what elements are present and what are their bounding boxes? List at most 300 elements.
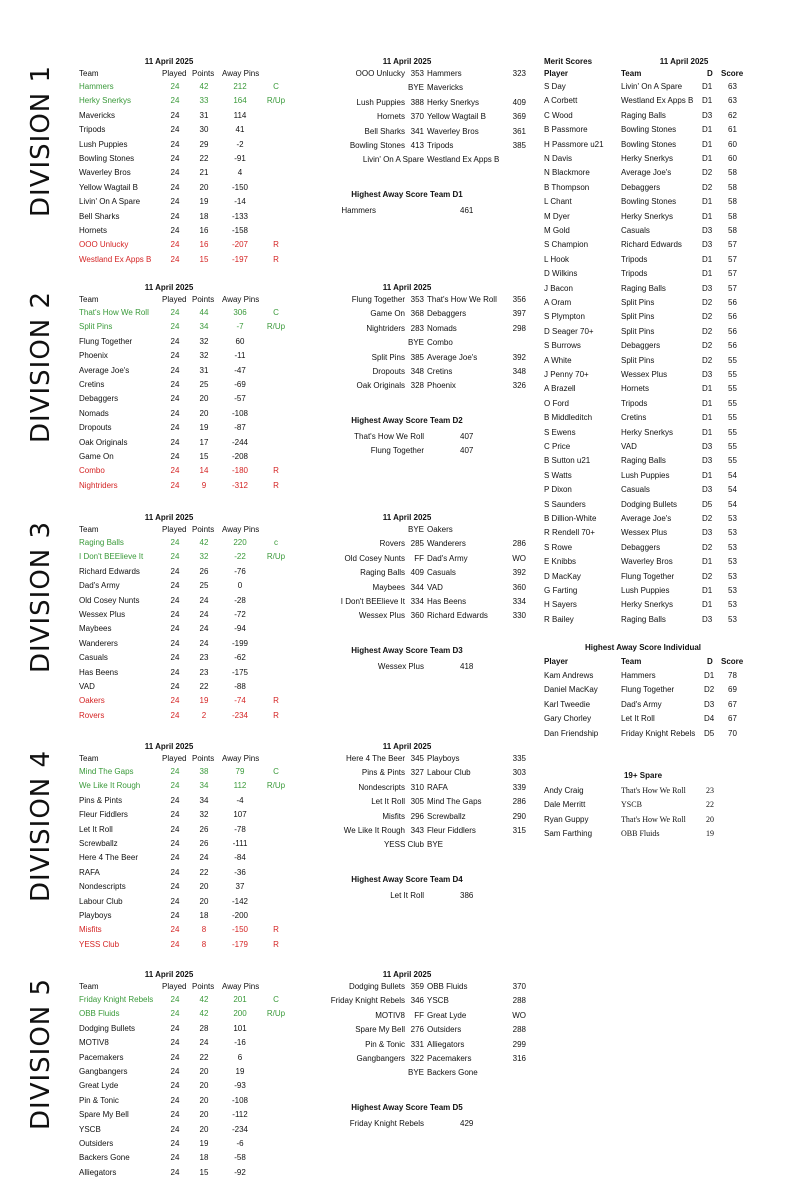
- team-name: OBB Fluids: [79, 1009, 120, 1019]
- team-name: Westland Ex Apps B: [79, 254, 152, 264]
- team-name: Tripods: [621, 254, 648, 264]
- team-name: Bowling Stones: [621, 139, 677, 149]
- player-name: S Day: [544, 82, 566, 91]
- team-name: Raging Balls: [621, 614, 666, 624]
- team-name: Lush Puppies: [79, 139, 128, 149]
- header-team: Team: [79, 525, 99, 534]
- highest-away-score: 386: [460, 890, 474, 900]
- points-value: 31: [199, 110, 209, 120]
- player-name: R Rendell 70+: [544, 528, 595, 538]
- home-team: OOO Unlucky: [355, 69, 405, 78]
- played-value: 24: [170, 168, 180, 178]
- home-team: Lush Puppies: [356, 97, 405, 107]
- highest-away-score: 429: [460, 1118, 474, 1128]
- team-name: Richard Edwards: [79, 566, 140, 576]
- team-name: Casuals: [621, 226, 650, 235]
- division-label: DIVISION 2: [26, 290, 56, 443]
- status-note: R/Up: [266, 96, 286, 106]
- highest-away-title: Highest Away Score Team D2: [351, 415, 463, 425]
- played-value: 24: [170, 365, 180, 375]
- played-value: 24: [170, 154, 180, 163]
- away-pins-value: -36: [234, 867, 246, 877]
- team-name: Yellow Wagtail B: [79, 182, 138, 192]
- team-name: Wessex Plus: [79, 610, 126, 619]
- player-name: L Hook: [544, 254, 570, 264]
- team-name: Spare My Bell: [79, 1110, 129, 1120]
- team-name: Richard Edwards: [621, 240, 682, 250]
- division: D1: [702, 269, 713, 279]
- highest-away-score: 407: [460, 446, 474, 456]
- played-value: 24: [170, 1095, 180, 1105]
- away-team: Oakers: [427, 525, 453, 534]
- home-score: 348: [410, 367, 424, 376]
- score: 53: [728, 557, 737, 567]
- hi-header-team: Team: [621, 657, 642, 666]
- home-score: 285: [410, 539, 424, 549]
- player-name: Kam Andrews: [544, 671, 594, 680]
- away-pins-value: -92: [234, 1167, 246, 1177]
- score: 53: [728, 586, 737, 595]
- home-score: 322: [410, 1054, 424, 1063]
- home-score: 283: [410, 323, 424, 333]
- division: D3: [704, 699, 715, 709]
- home-team: Dodging Bullets: [348, 982, 405, 991]
- away-pins-value: -142: [231, 896, 249, 906]
- player-name: D Seager 70+: [544, 326, 594, 336]
- points-value: 24: [199, 853, 209, 863]
- played-value: 24: [170, 896, 180, 906]
- team-name: Has Beens: [79, 667, 119, 677]
- away-pins-value: 306: [233, 308, 247, 317]
- team-name: VAD: [621, 442, 637, 451]
- score: 67: [728, 714, 737, 724]
- results-date: 11 April 2025: [382, 742, 432, 751]
- points-value: 16: [199, 240, 209, 250]
- score: 53: [728, 514, 737, 523]
- played-value: 24: [170, 1153, 180, 1163]
- team-name: Here 4 The Beer: [79, 853, 138, 863]
- away-pins-value: 19: [235, 1067, 245, 1076]
- points-value: 42: [199, 82, 209, 91]
- away-pins-value: -11: [234, 351, 246, 361]
- player-name: O Ford: [544, 398, 569, 408]
- score: 56: [728, 341, 737, 351]
- home-score: 353: [410, 69, 424, 78]
- status-note: R: [273, 480, 279, 490]
- division: D1: [702, 211, 713, 221]
- hi-header-d: D: [707, 657, 713, 666]
- home-team: BYE: [407, 1068, 424, 1078]
- header-team: Team: [79, 982, 99, 991]
- team-name: Hornets: [79, 226, 108, 235]
- division: D3: [702, 226, 713, 235]
- played-value: 24: [170, 380, 180, 389]
- team-name: Friday Knight Rebels: [621, 728, 696, 738]
- away-pins-value: -88: [234, 682, 246, 691]
- played-value: 24: [170, 882, 180, 892]
- player-name: M Gold: [544, 226, 570, 235]
- played-value: 24: [170, 351, 180, 361]
- team-name: Nondescripts: [79, 882, 126, 892]
- team-name: Split Pins: [621, 312, 655, 322]
- away-pins-value: -179: [231, 939, 249, 949]
- points-value: 18: [199, 211, 209, 221]
- points-value: 34: [199, 322, 209, 332]
- score: 58: [728, 226, 737, 235]
- away-pins-value: -175: [231, 667, 249, 677]
- points-value: 9: [201, 480, 207, 490]
- points-value: 42: [199, 995, 209, 1004]
- division: D1: [702, 470, 713, 480]
- points-value: 24: [199, 610, 209, 619]
- standings-date: 11 April 2025: [144, 742, 194, 751]
- away-score: 348: [512, 367, 526, 376]
- team-name: Pin & Tonic: [79, 1095, 119, 1105]
- away-team: Tripods: [427, 141, 454, 150]
- player-name: Dan Friendship: [544, 728, 599, 738]
- division: D1: [702, 125, 713, 135]
- away-pins-value: -91: [234, 154, 246, 163]
- away-score: 330: [512, 611, 526, 621]
- home-score: 388: [410, 97, 424, 107]
- player-name: B Middleditch: [544, 413, 593, 423]
- points-value: 42: [199, 538, 209, 547]
- home-team: Old Cosey Nunts: [344, 553, 405, 563]
- team-name: Dodging Bullets: [621, 499, 678, 509]
- score: 22: [706, 800, 714, 810]
- away-pins-value: -112: [232, 1110, 248, 1120]
- played-value: 24: [170, 197, 180, 207]
- team-name: VAD: [79, 682, 95, 691]
- home-team: Dropouts: [372, 367, 405, 376]
- away-score: 298: [512, 323, 526, 333]
- points-value: 20: [199, 1081, 209, 1091]
- team-name: Cretins: [79, 380, 105, 389]
- played-value: 24: [170, 254, 180, 264]
- points-value: 25: [199, 380, 209, 389]
- team-name: Alliegators: [79, 1167, 117, 1177]
- points-value: 15: [199, 1167, 209, 1177]
- player-name: C Wood: [544, 110, 573, 120]
- points-value: 42: [199, 1009, 209, 1019]
- team-name: Old Cosey Nunts: [79, 595, 140, 605]
- points-value: 26: [199, 839, 209, 848]
- points-value: 18: [199, 1153, 209, 1163]
- team-name: Average Joe's: [621, 168, 672, 178]
- division: D2: [702, 355, 713, 365]
- away-pins-value: -58: [234, 1153, 246, 1163]
- home-team: Rovers: [379, 539, 405, 549]
- away-score: 370: [512, 982, 526, 991]
- score: 23: [706, 786, 714, 795]
- points-value: 32: [199, 552, 209, 562]
- highest-away-team: Wessex Plus: [377, 661, 424, 671]
- score: 57: [728, 240, 737, 250]
- points-value: 31: [199, 365, 209, 375]
- team-name: Outsiders: [79, 1139, 114, 1148]
- highest-away-team: Flung Together: [370, 446, 424, 456]
- team-name: Let It Roll: [621, 714, 655, 724]
- team-name: Dad's Army: [79, 581, 120, 591]
- team-name: Average Joe's: [621, 514, 672, 523]
- away-pins-value: -312: [231, 480, 249, 490]
- player-name: A Brazell: [544, 384, 576, 394]
- division: D3: [702, 283, 713, 293]
- played-value: 24: [170, 466, 180, 476]
- points-value: 34: [199, 795, 209, 805]
- team-name: That's How We Roll: [621, 786, 686, 795]
- division: D2: [704, 685, 715, 695]
- points-value: 33: [199, 96, 209, 106]
- home-score: 353: [410, 295, 424, 304]
- score: 58: [728, 182, 737, 192]
- results-date: 11 April 2025: [382, 57, 432, 66]
- played-value: 24: [170, 624, 180, 634]
- away-team: Casuals: [427, 568, 456, 578]
- player-name: S Saunders: [544, 499, 586, 509]
- score: 56: [728, 298, 737, 307]
- points-value: 16: [199, 226, 209, 235]
- player-name: S Plympton: [544, 312, 585, 322]
- division: D1: [702, 96, 713, 106]
- home-team: Spare My Bell: [355, 1025, 405, 1035]
- away-pins-value: -197: [231, 254, 249, 264]
- team-name: Debaggers: [79, 394, 119, 404]
- score: 54: [728, 470, 737, 480]
- away-score: 299: [512, 1039, 526, 1049]
- played-value: 24: [170, 1110, 180, 1120]
- home-team: Misfits: [382, 811, 405, 821]
- division: D3: [702, 485, 713, 495]
- team-name: Let It Roll: [79, 824, 113, 834]
- home-team: Game On: [370, 309, 405, 319]
- points-value: 24: [199, 1038, 209, 1048]
- player-name: N Blackmore: [544, 168, 590, 178]
- away-team: Waverley Bros: [427, 126, 479, 136]
- score: 70: [728, 728, 737, 738]
- team-name: Nomads: [79, 408, 109, 418]
- points-value: 26: [199, 566, 209, 576]
- played-value: 24: [170, 1124, 180, 1134]
- away-score: 361: [512, 126, 526, 136]
- away-pins-value: -87: [234, 423, 246, 433]
- score: 63: [728, 96, 737, 106]
- team-name: Westland Ex Apps B: [621, 96, 694, 106]
- status-note: C: [273, 995, 279, 1004]
- team-name: Livin' On A Spare: [79, 197, 141, 207]
- played-value: 24: [170, 182, 180, 192]
- away-score: 392: [512, 568, 526, 578]
- points-value: 32: [199, 336, 209, 346]
- away-team: Phoenix: [427, 381, 456, 391]
- team-name: Bell Sharks: [79, 211, 120, 221]
- division: D3: [702, 456, 713, 466]
- points-value: 20: [199, 1095, 209, 1105]
- player-name: P Dixon: [544, 485, 572, 495]
- status-note: R: [273, 696, 279, 706]
- points-value: 44: [199, 308, 209, 317]
- header-played: Played: [162, 525, 187, 534]
- played-value: 24: [170, 710, 180, 720]
- division: D1: [702, 254, 713, 264]
- away-team: VAD: [427, 582, 443, 592]
- header-team: Team: [79, 69, 99, 78]
- team-name: Wessex Plus: [621, 528, 668, 538]
- away-pins-value: 164: [233, 96, 247, 106]
- away-pins-value: -47: [234, 365, 246, 375]
- score: 56: [728, 326, 737, 336]
- away-pins-value: -133: [231, 211, 249, 221]
- score: 54: [728, 499, 737, 509]
- away-score: 335: [512, 754, 526, 763]
- home-team: Here 4 The Beer: [346, 754, 405, 763]
- points-value: 22: [199, 867, 209, 877]
- division-label: DIVISION 4: [26, 749, 56, 902]
- score: 55: [728, 442, 737, 451]
- team-name: Playboys: [79, 911, 112, 920]
- away-team: Hammers: [427, 69, 462, 78]
- away-team: Cretins: [427, 367, 453, 376]
- division: D1: [704, 671, 715, 680]
- home-score: 296: [410, 811, 424, 821]
- played-value: 24: [170, 610, 180, 619]
- player-name: S Rowe: [544, 542, 573, 552]
- away-score: WO: [512, 1010, 526, 1020]
- division: D2: [702, 312, 713, 322]
- status-note: R/Up: [266, 552, 286, 562]
- played-value: 24: [170, 308, 180, 317]
- division: D2: [702, 326, 713, 336]
- away-pins-value: -72: [234, 610, 246, 619]
- standings-date: 11 April 2025: [144, 970, 194, 979]
- division: D1: [702, 413, 713, 423]
- away-pins-value: 212: [233, 82, 247, 91]
- highest-away-team: Let It Roll: [390, 890, 424, 900]
- player-name: E Knibbs: [544, 557, 577, 567]
- team-name: Herky Snerkys: [621, 427, 674, 437]
- results-date: 11 April 2025: [382, 513, 432, 522]
- player-name: S Watts: [544, 470, 572, 480]
- score: 60: [728, 154, 737, 163]
- home-score: FF: [414, 1010, 424, 1020]
- team-name: Average Joe's: [79, 365, 130, 375]
- score: 57: [728, 254, 737, 264]
- away-pins-value: -16: [234, 1038, 246, 1048]
- away-pins-value: -14: [234, 197, 246, 207]
- merit-header-d: D: [707, 69, 713, 78]
- score: 67: [728, 699, 737, 709]
- away-pins-value: -150: [231, 925, 249, 935]
- score: 78: [728, 671, 737, 680]
- team-name: Herky Snerkys: [621, 211, 674, 221]
- home-score: 331: [410, 1039, 424, 1049]
- results-date: 11 April 2025: [382, 970, 432, 979]
- team-name: Backers Gone: [79, 1153, 130, 1163]
- home-score: 334: [410, 597, 424, 606]
- home-team: Livin' On A Spare: [362, 155, 424, 165]
- away-pins-value: -62: [234, 653, 246, 663]
- hi-header-player: Player: [544, 657, 569, 666]
- team-name: Tripods: [79, 125, 106, 135]
- away-team: BYE: [427, 840, 444, 850]
- player-name: N Davis: [544, 154, 573, 163]
- score: 55: [728, 398, 737, 408]
- away-pins-value: -180: [231, 466, 249, 476]
- away-pins-value: -78: [234, 824, 246, 834]
- away-pins-value: 220: [233, 538, 247, 547]
- player-name: S Champion: [544, 240, 589, 250]
- header-team: Team: [79, 295, 99, 304]
- points-value: 38: [199, 767, 209, 776]
- points-value: 2: [201, 710, 207, 720]
- division: D2: [702, 542, 713, 552]
- team-name: Flung Together: [79, 336, 133, 346]
- team-name: YSCB: [621, 800, 642, 810]
- player-name: Ryan Guppy: [544, 814, 589, 824]
- player-name: G Farting: [544, 586, 578, 595]
- away-pins-value: -69: [234, 380, 246, 389]
- team-name: YESS Club: [79, 939, 120, 949]
- spare-title: 19+ Spare: [623, 771, 663, 780]
- team-name: Split Pins: [79, 322, 113, 332]
- away-score: WO: [512, 553, 526, 563]
- played-value: 24: [170, 638, 180, 648]
- played-value: 24: [170, 96, 180, 106]
- team-name: Mind The Gaps: [79, 767, 134, 776]
- status-note: R/Up: [266, 781, 286, 791]
- points-value: 19: [199, 696, 209, 706]
- team-name: Rovers: [79, 710, 105, 720]
- points-value: 19: [199, 197, 209, 207]
- team-name: Split Pins: [621, 355, 655, 365]
- played-value: 24: [170, 552, 180, 562]
- played-value: 24: [170, 939, 180, 949]
- division: D1: [702, 384, 713, 394]
- team-name: Pacemakers: [79, 1052, 124, 1062]
- division: D1: [702, 82, 713, 91]
- header-away-pins: Away Pins: [222, 295, 260, 304]
- home-team: BYE: [407, 83, 424, 93]
- points-value: 20: [199, 1067, 209, 1076]
- status-note: R: [273, 254, 279, 264]
- merit-header-team: Team: [621, 69, 642, 78]
- score: 55: [728, 355, 737, 365]
- player-name: R Bailey: [544, 614, 574, 624]
- home-team: BYE: [407, 525, 424, 534]
- team-name: Fleur Fiddlers: [79, 810, 128, 820]
- points-value: 8: [201, 939, 207, 949]
- team-name: Flung Together: [621, 685, 675, 695]
- team-name: Tripods: [621, 398, 648, 408]
- division: D5: [704, 728, 715, 738]
- team-name: Herky Snerkys: [621, 154, 674, 163]
- points-value: 14: [199, 466, 209, 476]
- away-pins-value: -207: [231, 240, 249, 250]
- division: D2: [702, 341, 713, 351]
- away-team: Mind The Gaps: [427, 797, 482, 807]
- division: D4: [704, 714, 715, 724]
- division: D1: [702, 586, 713, 595]
- player-name: Daniel MacKay: [544, 685, 598, 695]
- score: 57: [728, 283, 737, 293]
- team-name: Maybees: [79, 624, 112, 634]
- status-note: R: [273, 710, 279, 720]
- points-value: 25: [199, 581, 209, 591]
- away-team: Yellow Wagtail B: [427, 112, 486, 122]
- team-name: Flung Together: [621, 571, 675, 581]
- score: 61: [728, 125, 737, 135]
- division: D1: [702, 427, 713, 437]
